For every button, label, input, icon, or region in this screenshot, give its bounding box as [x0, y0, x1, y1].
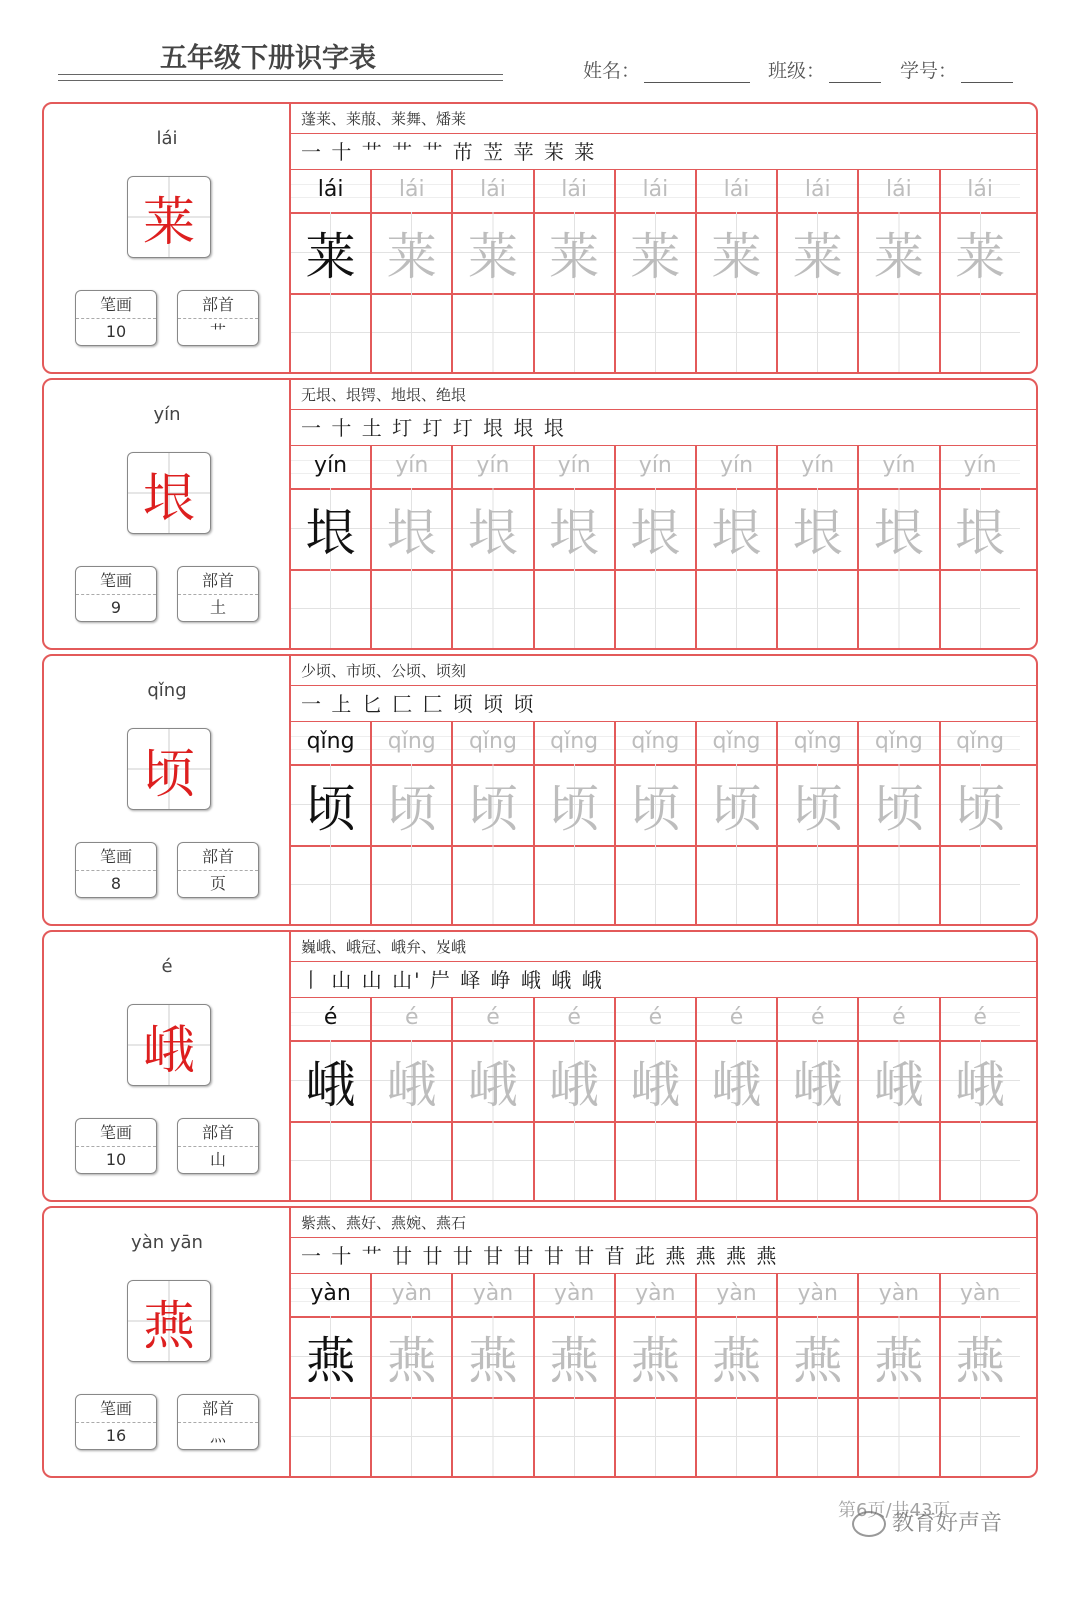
radical-box [177, 566, 259, 622]
trace-cell[interactable]: 莱 [776, 212, 857, 293]
blank-cell[interactable] [939, 293, 1020, 372]
pinyin-cell[interactable]: lái [289, 170, 370, 212]
stroke-step: 一 [301, 692, 323, 716]
stroke-step: 莱 [574, 140, 597, 164]
pinyin-cell[interactable]: é [857, 998, 938, 1040]
pinyin-cell[interactable]: yín [857, 446, 938, 488]
stroke-count-label: 笔画 [76, 567, 156, 595]
character-info [44, 1208, 290, 1476]
trace-cell[interactable]: 燕 [451, 1316, 532, 1397]
blank-cell[interactable] [289, 569, 370, 648]
trace-cell[interactable]: 莱 [939, 212, 1020, 293]
pinyin-cell[interactable]: yàn [451, 1274, 532, 1316]
stroke-step: 艹 [422, 140, 445, 164]
stroke-step: 屵 [429, 968, 452, 992]
blank-cell[interactable] [533, 293, 614, 372]
stroke-step: 茉 [543, 140, 566, 164]
watermark: 教育好声音 [852, 1506, 1002, 1537]
trace-cell[interactable]: 顷 [370, 764, 451, 845]
blank-cell[interactable] [614, 845, 695, 924]
pinyin-cell[interactable]: qǐng [451, 722, 532, 764]
blank-row [289, 1397, 1036, 1476]
stroke-step: 垠 [483, 416, 506, 440]
blank-cell[interactable] [614, 1121, 695, 1200]
blank-row [289, 1121, 1036, 1200]
pinyin-cell[interactable]: lái [533, 170, 614, 212]
blank-cell[interactable] [939, 1121, 1020, 1200]
main-character: 燕 [142, 1296, 195, 1357]
pinyin-label: yàn yān [131, 1232, 203, 1253]
stroke-step: 峨 [551, 968, 574, 992]
trace-cell[interactable]: 垠 [857, 488, 938, 569]
blank-cell[interactable] [533, 1121, 614, 1200]
character-display [127, 176, 211, 258]
stroke-step: 廿 [422, 1244, 445, 1268]
practice-grid [289, 104, 1036, 372]
pinyin-row [289, 722, 1036, 766]
trace-cell[interactable]: 莱 [451, 212, 532, 293]
stroke-step: 艹 [361, 1244, 384, 1268]
trace-cell[interactable]: 垠 [289, 488, 370, 569]
radical-box [177, 1118, 259, 1174]
stroke-order [289, 962, 1036, 998]
blank-cell[interactable] [695, 1121, 776, 1200]
stroke-step: 峨 [521, 968, 544, 992]
stroke-step: 峨 [581, 968, 604, 992]
stroke-count-box [75, 1394, 157, 1450]
trace-cell[interactable]: 莱 [614, 212, 695, 293]
pinyin-cell[interactable]: qǐng [289, 722, 370, 764]
blank-cell[interactable] [939, 1397, 1020, 1476]
stroke-step: 峥 [490, 968, 513, 992]
pinyin-cell[interactable]: yín [695, 446, 776, 488]
stroke-step: 廿 [452, 1244, 475, 1268]
blank-cell[interactable] [370, 293, 451, 372]
pinyin-cell[interactable]: lái [614, 170, 695, 212]
pinyin-cell[interactable]: é [533, 998, 614, 1040]
blank-cell[interactable] [695, 569, 776, 648]
stroke-step: 苜 [604, 1244, 627, 1268]
pinyin-cell[interactable]: lái [857, 170, 938, 212]
blank-cell[interactable] [289, 1397, 370, 1476]
blank-cell[interactable] [451, 1397, 532, 1476]
trace-cell[interactable]: 燕 [776, 1316, 857, 1397]
blank-row [289, 293, 1036, 372]
blank-cell[interactable] [939, 569, 1020, 648]
pinyin-cell[interactable]: qǐng [939, 722, 1020, 764]
blank-row [289, 845, 1036, 924]
stroke-step: 山' [392, 968, 422, 992]
trace-cell[interactable]: 燕 [614, 1316, 695, 1397]
stroke-step: 垠 [543, 416, 566, 440]
example-words: 少顷、市顷、公顷、顷刻 [289, 656, 1036, 686]
pinyin-cell[interactable]: é [289, 998, 370, 1040]
blank-cell[interactable] [533, 845, 614, 924]
pinyin-label: lái [156, 128, 178, 149]
pinyin-cell[interactable]: qǐng [857, 722, 938, 764]
trace-cell[interactable]: 顷 [289, 764, 370, 845]
stroke-count-label: 笔画 [76, 291, 156, 319]
practice-grid [289, 380, 1036, 648]
radical-label: 部首 [178, 291, 258, 319]
stroke-step: 甘 [543, 1244, 566, 1268]
trace-cell[interactable]: 垠 [695, 488, 776, 569]
pinyin-cell[interactable]: é [939, 998, 1020, 1040]
trace-cell[interactable]: 燕 [939, 1316, 1020, 1397]
stroke-count-value: 16 [105, 1426, 127, 1445]
blank-cell[interactable] [370, 845, 451, 924]
stroke-count-value: 8 [110, 874, 122, 893]
stroke-step: 十 [331, 416, 354, 440]
stroke-step: 甘 [513, 1244, 536, 1268]
pinyin-label: qǐng [147, 680, 187, 701]
stroke-step: 廿 [392, 1244, 415, 1268]
blank-cell[interactable] [857, 1121, 938, 1200]
character-card [42, 378, 1038, 650]
stroke-step: 一 [301, 1244, 323, 1268]
stroke-step: 燕 [726, 1244, 749, 1268]
trace-cell[interactable]: 垠 [614, 488, 695, 569]
number-field[interactable] [900, 56, 1013, 83]
blank-cell[interactable] [776, 1397, 857, 1476]
stroke-count-label: 笔画 [76, 1119, 156, 1147]
blank-cell[interactable] [451, 569, 532, 648]
pinyin-cell[interactable]: yàn [776, 1274, 857, 1316]
blank-row [289, 569, 1036, 648]
blank-cell[interactable] [533, 1397, 614, 1476]
stroke-step: 上 [331, 692, 354, 716]
trace-cell[interactable]: 垠 [776, 488, 857, 569]
practice-grid [289, 656, 1036, 924]
radical-box [177, 1394, 259, 1450]
stroke-step: 山 [331, 968, 354, 992]
stroke-step: 艹 [392, 140, 415, 164]
pinyin-cell[interactable]: yàn [533, 1274, 614, 1316]
stroke-step: 茈 [634, 1244, 657, 1268]
radical-label: 部首 [178, 843, 258, 871]
pinyin-cell[interactable]: qǐng [776, 722, 857, 764]
blank-cell[interactable] [857, 845, 938, 924]
character-row [289, 764, 1036, 847]
pinyin-cell[interactable]: lái [939, 170, 1020, 212]
trace-cell[interactable]: 燕 [289, 1316, 370, 1397]
stroke-step: 顷 [452, 692, 475, 716]
blank-cell[interactable] [289, 1121, 370, 1200]
pinyin-row [289, 998, 1036, 1042]
stroke-count-value: 10 [105, 1150, 127, 1169]
stroke-step: 甘 [574, 1244, 597, 1268]
stroke-step: 匚 [422, 692, 445, 716]
character-row [289, 488, 1036, 571]
stroke-count-label: 笔画 [76, 843, 156, 871]
stroke-step: 苹 [513, 140, 536, 164]
pinyin-cell[interactable]: yàn [695, 1274, 776, 1316]
trace-cell[interactable]: 峨 [857, 1040, 938, 1121]
class-field[interactable] [768, 56, 881, 83]
blank-cell[interactable] [289, 845, 370, 924]
blank-cell[interactable] [695, 293, 776, 372]
stroke-order [289, 134, 1036, 170]
character-display [127, 1004, 211, 1086]
character-card [42, 1206, 1038, 1478]
trace-cell[interactable]: 莱 [289, 212, 370, 293]
trace-cell[interactable]: 莱 [370, 212, 451, 293]
pinyin-cell[interactable]: yín [370, 446, 451, 488]
character-display [127, 1280, 211, 1362]
trace-cell[interactable]: 顷 [695, 764, 776, 845]
trace-cell[interactable]: 峨 [370, 1040, 451, 1121]
pinyin-cell[interactable]: lái [370, 170, 451, 212]
character-info [44, 932, 290, 1200]
stroke-step: 圢 [452, 416, 475, 440]
trace-cell[interactable]: 垠 [533, 488, 614, 569]
pinyin-cell[interactable]: yàn [370, 1274, 451, 1316]
trace-cell[interactable]: 燕 [695, 1316, 776, 1397]
stroke-step: 燕 [695, 1244, 718, 1268]
trace-cell[interactable]: 峨 [451, 1040, 532, 1121]
character-display [127, 452, 211, 534]
main-character: 莱 [142, 192, 195, 253]
blank-cell[interactable] [289, 293, 370, 372]
stroke-count-value: 9 [110, 598, 122, 617]
main-character: 峨 [142, 1020, 195, 1081]
blank-cell[interactable] [776, 1121, 857, 1200]
pinyin-label: yín [153, 404, 181, 425]
radical-label: 部首 [178, 1119, 258, 1147]
name-field[interactable] [583, 56, 750, 83]
stroke-step: 丨 [301, 968, 323, 992]
blank-cell[interactable] [939, 845, 1020, 924]
name-label: 姓名： [583, 60, 641, 82]
blank-cell[interactable] [370, 1397, 451, 1476]
number-label: 学号： [900, 60, 958, 82]
stroke-count-label: 笔画 [76, 1395, 156, 1423]
radical-label: 部首 [178, 1395, 258, 1423]
stroke-step: 十 [331, 1244, 354, 1268]
pinyin-cell[interactable]: lái [451, 170, 532, 212]
trace-cell[interactable]: 莱 [533, 212, 614, 293]
example-words: 蓬莱、莱菔、莱舞、燔莱 [289, 104, 1036, 134]
trace-cell[interactable]: 顷 [451, 764, 532, 845]
blank-cell[interactable] [370, 1121, 451, 1200]
stroke-step: 一 [301, 416, 323, 440]
stroke-count-box [75, 1118, 157, 1174]
page-number: 第6页/共43页 [838, 1500, 951, 1521]
blank-cell[interactable] [451, 293, 532, 372]
stroke-count-box [75, 290, 157, 346]
stroke-step: 苙 [483, 140, 506, 164]
stroke-step: 圢 [392, 416, 415, 440]
trace-cell[interactable]: 燕 [370, 1316, 451, 1397]
radical-value: 艹 [209, 322, 226, 341]
practice-grid [289, 932, 1036, 1200]
pinyin-cell[interactable]: qǐng [533, 722, 614, 764]
stroke-order [289, 686, 1036, 722]
blank-cell[interactable] [857, 293, 938, 372]
pinyin-cell[interactable]: yàn [939, 1274, 1020, 1316]
trace-cell[interactable]: 燕 [533, 1316, 614, 1397]
pinyin-cell[interactable]: qǐng [695, 722, 776, 764]
trace-cell[interactable]: 峨 [614, 1040, 695, 1121]
example-words: 巍峨、峨冠、峨弁、岌峨 [289, 932, 1036, 962]
stroke-step: 十 [331, 140, 354, 164]
pinyin-cell[interactable]: é [776, 998, 857, 1040]
pinyin-label: é [161, 956, 173, 977]
pinyin-cell[interactable]: yín [939, 446, 1020, 488]
character-card [42, 102, 1038, 374]
stroke-step: 圢 [422, 416, 445, 440]
stroke-order [289, 1238, 1036, 1274]
character-info [44, 656, 290, 924]
pinyin-cell[interactable]: qǐng [614, 722, 695, 764]
stroke-count-box [75, 566, 157, 622]
pinyin-cell[interactable]: lái [695, 170, 776, 212]
trace-cell[interactable]: 顷 [939, 764, 1020, 845]
page-title: 五年级下册识字表 [160, 43, 376, 74]
stroke-step: 芇 [452, 140, 475, 164]
trace-cell[interactable]: 莱 [857, 212, 938, 293]
trace-cell[interactable]: 峨 [695, 1040, 776, 1121]
trace-cell[interactable]: 顷 [533, 764, 614, 845]
blank-cell[interactable] [451, 845, 532, 924]
pinyin-cell[interactable]: yín [451, 446, 532, 488]
radical-value: 灬 [209, 1426, 226, 1445]
main-character: 顷 [142, 744, 195, 805]
stroke-count-box [75, 842, 157, 898]
pinyin-cell[interactable]: yàn [857, 1274, 938, 1316]
pinyin-row [289, 170, 1036, 214]
blank-cell[interactable] [695, 1397, 776, 1476]
radical-label: 部首 [178, 567, 258, 595]
blank-cell[interactable] [451, 1121, 532, 1200]
trace-cell[interactable]: 峨 [939, 1040, 1020, 1121]
character-row [289, 1040, 1036, 1123]
trace-cell[interactable]: 莱 [695, 212, 776, 293]
pinyin-cell[interactable]: yín [614, 446, 695, 488]
pinyin-row [289, 446, 1036, 490]
stroke-step: 一 [301, 140, 323, 164]
radical-box [177, 842, 259, 898]
radical-value: 页 [209, 874, 226, 893]
character-row [289, 1316, 1036, 1399]
stroke-step: 匕 [361, 692, 384, 716]
radical-value: 土 [209, 598, 226, 617]
pinyin-cell[interactable]: qǐng [370, 722, 451, 764]
character-card [42, 654, 1038, 926]
character-card [42, 930, 1038, 1202]
trace-cell[interactable]: 垠 [370, 488, 451, 569]
stroke-step: 匚 [392, 692, 415, 716]
stroke-step: 顷 [513, 692, 536, 716]
blank-cell[interactable] [614, 1397, 695, 1476]
stroke-count-value: 10 [105, 322, 127, 341]
character-info [44, 104, 290, 372]
blank-cell[interactable] [370, 569, 451, 648]
pinyin-row [289, 1274, 1036, 1318]
pinyin-cell[interactable]: é [451, 998, 532, 1040]
trace-cell[interactable]: 顷 [857, 764, 938, 845]
trace-cell[interactable]: 峨 [776, 1040, 857, 1121]
pinyin-cell[interactable]: yín [289, 446, 370, 488]
practice-grid [289, 1208, 1036, 1476]
blank-cell[interactable] [695, 845, 776, 924]
example-words: 紫燕、燕好、燕婉、燕石 [289, 1208, 1036, 1238]
trace-cell[interactable]: 垠 [939, 488, 1020, 569]
pinyin-cell[interactable]: é [614, 998, 695, 1040]
class-label: 班级： [768, 60, 826, 82]
radical-value: 山 [209, 1150, 226, 1169]
character-row [289, 212, 1036, 295]
pinyin-cell[interactable]: é [370, 998, 451, 1040]
blank-cell[interactable] [533, 569, 614, 648]
stroke-step: 顷 [483, 692, 506, 716]
stroke-step: 峄 [460, 968, 483, 992]
blank-cell[interactable] [614, 293, 695, 372]
trace-cell[interactable]: 垠 [451, 488, 532, 569]
character-info [44, 380, 290, 648]
trace-cell[interactable]: 峨 [289, 1040, 370, 1121]
example-words: 无垠、垠锷、地垠、绝垠 [289, 380, 1036, 410]
stroke-step: 甘 [483, 1244, 506, 1268]
title-underline [58, 74, 503, 81]
stroke-step: 燕 [665, 1244, 688, 1268]
stroke-step: 艹 [361, 140, 384, 164]
pinyin-cell[interactable]: é [695, 998, 776, 1040]
trace-cell[interactable]: 顷 [614, 764, 695, 845]
main-character: 垠 [142, 468, 195, 529]
blank-cell[interactable] [776, 293, 857, 372]
trace-cell[interactable]: 峨 [533, 1040, 614, 1121]
stroke-step: 山 [361, 968, 384, 992]
stroke-step: 燕 [756, 1244, 779, 1268]
stroke-step: 垠 [513, 416, 536, 440]
pinyin-cell[interactable]: yín [776, 446, 857, 488]
pinyin-cell[interactable]: yàn [289, 1274, 370, 1316]
blank-cell[interactable] [857, 569, 938, 648]
stroke-step: 土 [361, 416, 384, 440]
pinyin-cell[interactable]: yín [533, 446, 614, 488]
blank-cell[interactable] [857, 1397, 938, 1476]
blank-cell[interactable] [776, 569, 857, 648]
trace-cell[interactable]: 顷 [776, 764, 857, 845]
blank-cell[interactable] [776, 845, 857, 924]
pinyin-cell[interactable]: lái [776, 170, 857, 212]
blank-cell[interactable] [614, 569, 695, 648]
radical-box [177, 290, 259, 346]
character-display [127, 728, 211, 810]
trace-cell[interactable]: 燕 [857, 1316, 938, 1397]
pinyin-cell[interactable]: yàn [614, 1274, 695, 1316]
stroke-order [289, 410, 1036, 446]
